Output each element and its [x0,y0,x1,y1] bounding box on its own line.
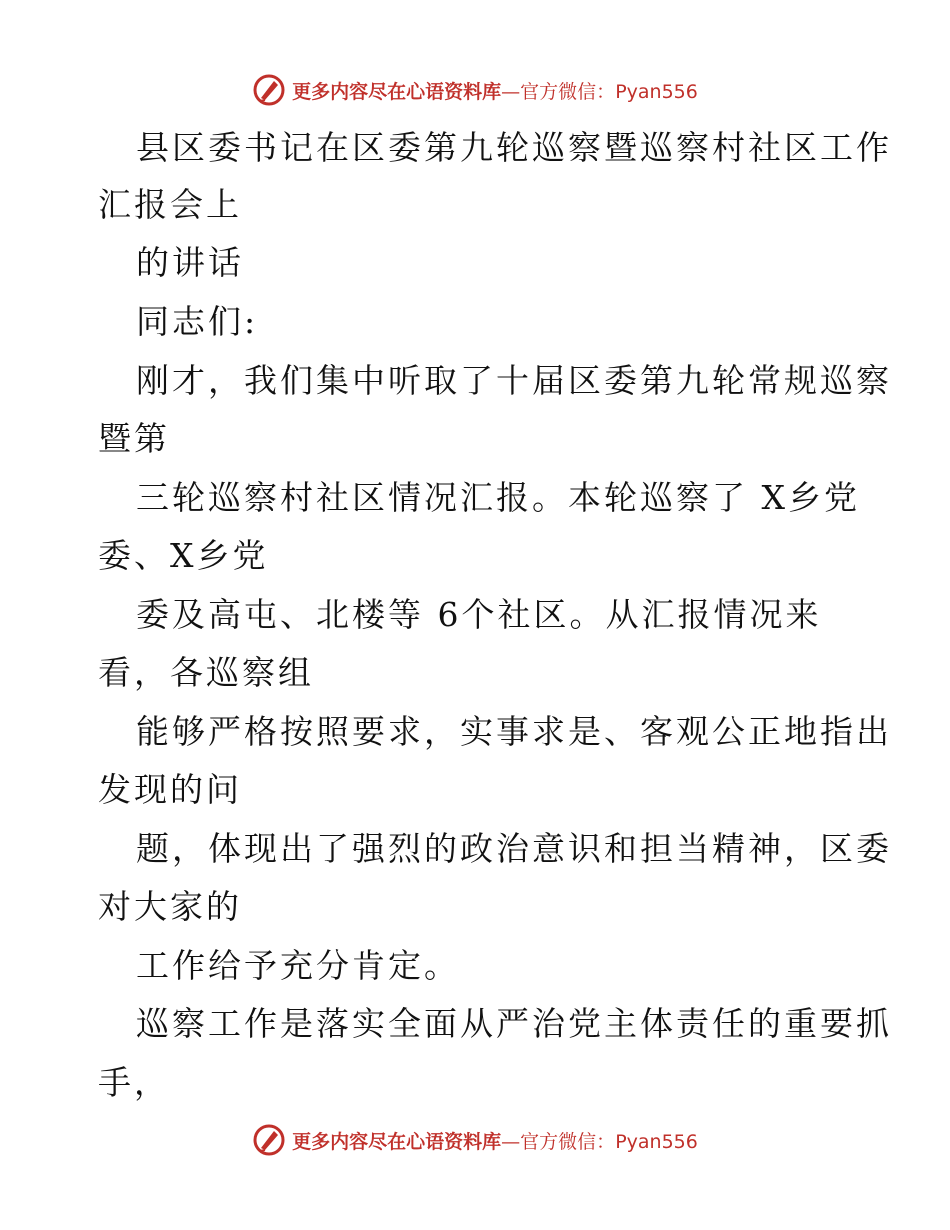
text-line: 发现的问 [98,770,242,809]
text-line: 同志们: [136,302,259,341]
text-line: 手， [98,1063,170,1102]
banner-text [292,1127,698,1154]
text-line: 能够严格按照要求，实事求是、客观公正地指出 [136,712,892,751]
header-banner [0,70,950,110]
quill-logo-icon [252,1123,286,1157]
banner-dash: — [501,1130,521,1153]
text-line: 三轮巡察村社区情况汇报。本轮巡察了 X乡党 [136,478,860,517]
quill-logo-icon [252,73,286,107]
banner-wechat-label: 官方微信： [520,1130,616,1153]
text-line: 委及高屯、北楼等 6个社区。从汇报情况来 [136,595,822,634]
text-line: 看，各巡察组 [98,653,314,692]
text-line: 刚才，我们集中听取了十届区委第九轮常规巡察 [136,361,892,400]
text-line: 对大家的 [98,887,242,926]
text-line: 巡察工作是落实全面从严治党主体责任的重要抓 [136,1004,892,1043]
text-line: 委、X乡党 [98,536,269,575]
banner-text [292,77,698,104]
banner-dash: — [501,80,521,103]
footer-banner [0,1120,950,1160]
text-line: 题，体现出了强烈的政治意识和担当精神，区委 [136,829,892,868]
banner-wechat-id: Pyan556 [615,1130,698,1153]
banner-main: 更多内容尽在心语资料库 [292,80,502,103]
banner-wechat-label: 官方微信： [520,80,616,103]
text-line: 县区委书记在区委第九轮巡察暨巡察村社区工作 [136,128,892,167]
banner-wechat-id: Pyan556 [615,80,698,103]
text-line: 的讲话 [136,243,244,282]
text-line: 暨第 [98,419,170,458]
text-line: 工作给予充分肯定。 [136,946,460,985]
text-line: 汇报会上 [98,185,242,224]
banner-main: 更多内容尽在心语资料库 [292,1130,502,1153]
